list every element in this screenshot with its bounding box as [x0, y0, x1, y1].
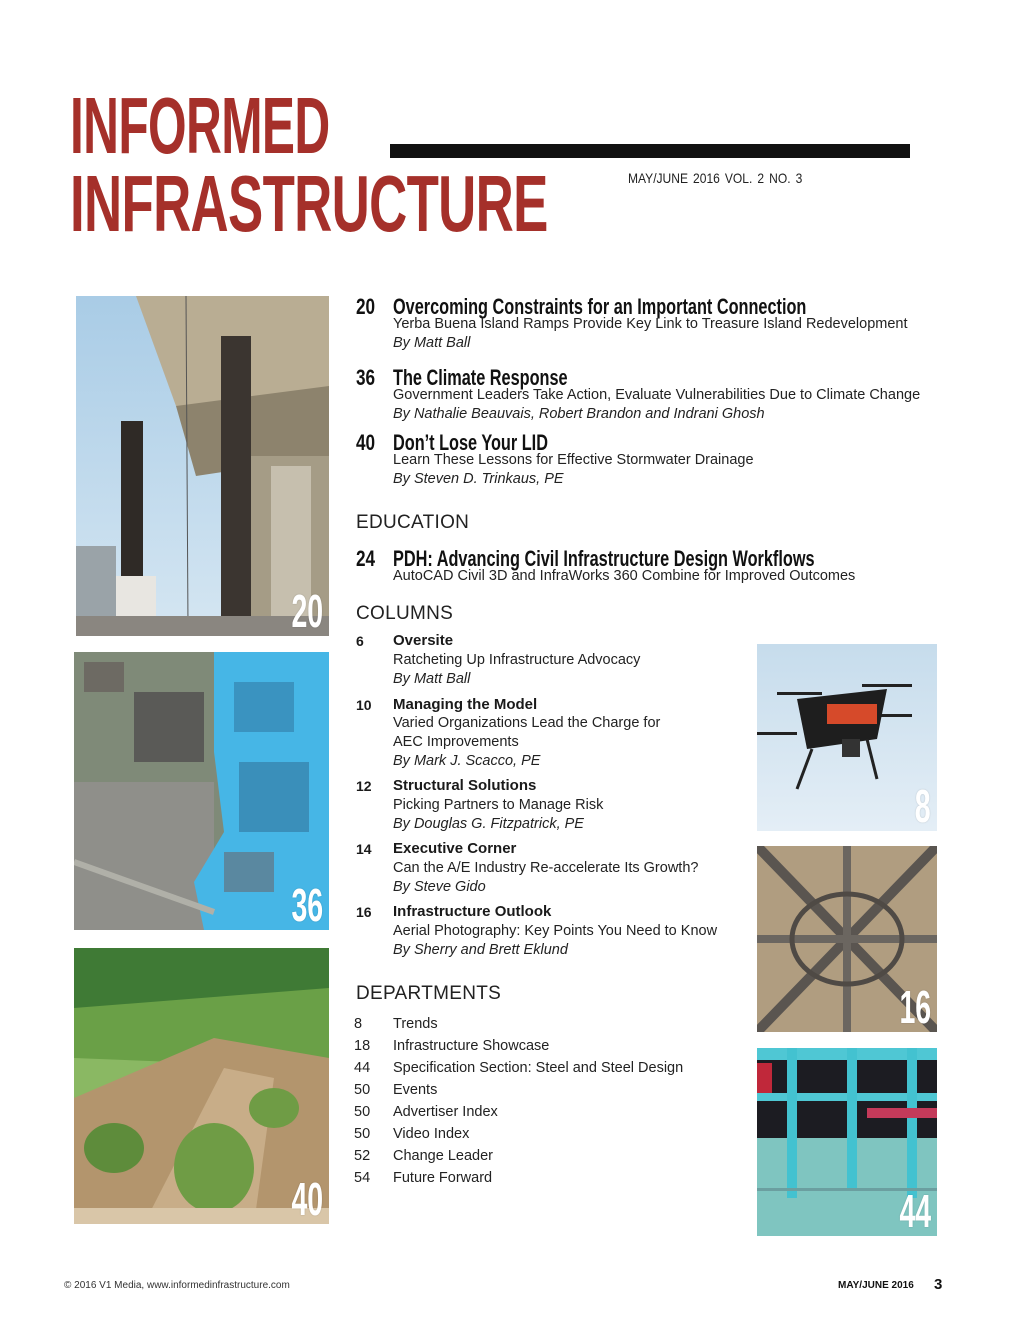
column-page: 12 [356, 778, 372, 794]
photo-page-number: 16 [899, 981, 931, 1032]
column-description: AEC Improvements [393, 734, 519, 750]
column-title: Oversite [393, 632, 454, 649]
education-title: PDH: Advancing Civil Infrastructure Design Workflows [393, 546, 815, 571]
masthead-line-2: INFRASTRUCTURE [70, 159, 548, 248]
column-description: Varied Organizations Lead the Charge for [393, 715, 661, 731]
feature-byline: By Steven D. Trinkaus, PE [393, 471, 564, 487]
feature-entry[interactable] [356, 294, 956, 356]
photo-page-number: 40 [291, 1173, 323, 1224]
garden-photo [74, 948, 329, 1224]
column-byline: By Douglas G. Fitzpatrick, PE [393, 816, 584, 832]
column-description: Ratcheting Up Infrastructure Advocacy [393, 652, 641, 668]
feature-subtitle: Yerba Buena Island Ramps Provide Key Link to Treasure Island Redevelopment [393, 316, 908, 332]
department-page: 18 [354, 1038, 371, 1054]
feature-page: 20 [356, 294, 376, 319]
column-description: Can the A/E Industry Re-accelerate Its Growth? [393, 860, 699, 876]
column-entry[interactable] [356, 840, 756, 898]
masthead-rule [390, 144, 910, 158]
column-byline: By Sherry and Brett Eklund [393, 942, 568, 958]
column-byline: By Matt Ball [393, 671, 471, 687]
feature-byline: By Nathalie Beauvais, Robert Brandon and Indrani Ghosh [393, 406, 765, 422]
feature-subtitle: Government Leaders Take Action, Evaluate Vulnerabilities Due to Climate Change [393, 387, 921, 403]
department-page: 50 [354, 1126, 371, 1142]
department-page: 54 [354, 1170, 371, 1186]
department-entry[interactable] [354, 1060, 714, 1082]
department-entry[interactable] [354, 1126, 714, 1148]
department-entry[interactable] [354, 1170, 714, 1192]
department-entry[interactable] [354, 1016, 714, 1038]
column-entry[interactable] [356, 777, 756, 835]
photo-page-number: 20 [291, 585, 323, 636]
column-title: Structural Solutions [393, 777, 537, 794]
feature-entry[interactable] [356, 365, 956, 427]
feature-subtitle: Learn These Lessons for Effective Stormwater Drainage [393, 452, 754, 468]
photo-page-number: 8 [915, 780, 931, 831]
department-title: Change Leader [393, 1148, 493, 1164]
department-title: Events [393, 1082, 438, 1098]
column-page: 14 [356, 841, 372, 857]
department-entry[interactable] [354, 1104, 714, 1126]
department-page: 52 [354, 1148, 371, 1164]
department-entry[interactable] [354, 1038, 714, 1060]
education-entry[interactable] [356, 546, 956, 590]
column-byline: By Mark J. Scacco, PE [393, 753, 541, 769]
feature-page: 40 [356, 430, 376, 455]
department-title: Advertiser Index [393, 1104, 498, 1120]
feature-page: 36 [356, 365, 376, 390]
footer-issue: MAY/JUNE 2016 [838, 1280, 914, 1291]
columns-heading: COLUMNS [356, 603, 454, 624]
column-entry[interactable] [356, 632, 756, 690]
department-page: 50 [354, 1082, 371, 1098]
feature-byline: By Matt Ball [393, 335, 471, 351]
department-title: Specification Section: Steel and Steel Design [393, 1060, 684, 1076]
column-title: Infrastructure Outlook [393, 903, 552, 920]
department-title: Infrastructure Showcase [393, 1038, 550, 1054]
feature-entry[interactable] [356, 430, 956, 492]
department-title: Video Index [393, 1126, 470, 1142]
column-entry[interactable] [356, 696, 756, 772]
feature-title: Don’t Lose Your LID [393, 430, 548, 455]
steel-model-photo [757, 1048, 937, 1236]
feature-title: The Climate Response [393, 365, 568, 390]
column-page: 16 [356, 904, 372, 920]
department-page: 8 [354, 1016, 363, 1032]
column-title: Executive Corner [393, 840, 517, 857]
education-page: 24 [356, 546, 376, 571]
feature-title: Overcoming Constraints for an Important Connection [393, 294, 807, 319]
masthead-line-1: INFORMED [70, 81, 330, 170]
department-entry[interactable] [354, 1148, 714, 1170]
footer-copyright: © 2016 V1 Media, www.informedinfrastructure.com [64, 1280, 290, 1291]
education-subtitle: AutoCAD Civil 3D and InfraWorks 360 Combine for Improved Outcomes [393, 568, 856, 584]
column-page: 10 [356, 697, 372, 713]
column-description: Picking Partners to Manage Risk [393, 797, 604, 813]
education-heading: EDUCATION [356, 512, 470, 533]
column-entry[interactable] [356, 903, 756, 961]
flood-map-photo [74, 652, 329, 930]
interchange-photo [757, 846, 937, 1032]
department-title: Trends [393, 1016, 438, 1032]
department-title: Future Forward [393, 1170, 493, 1186]
drone-photo [757, 644, 937, 831]
column-page: 6 [356, 633, 364, 649]
column-description: Aerial Photography: Key Points You Need to Know [393, 923, 718, 939]
department-page: 50 [354, 1104, 371, 1120]
page-number: 3 [934, 1276, 943, 1293]
department-page: 44 [354, 1060, 371, 1076]
photo-page-number: 44 [899, 1185, 931, 1236]
column-title: Managing the Model [393, 696, 538, 713]
departments-heading: DEPARTMENTS [356, 983, 502, 1004]
department-entry[interactable] [354, 1082, 714, 1104]
photo-page-number: 36 [291, 879, 323, 930]
column-byline: By Steve Gido [393, 879, 486, 895]
issue-info: MAY/JUNE 2016 VOL. 2 NO. 3 [628, 170, 803, 186]
bridge-photo [76, 296, 329, 636]
